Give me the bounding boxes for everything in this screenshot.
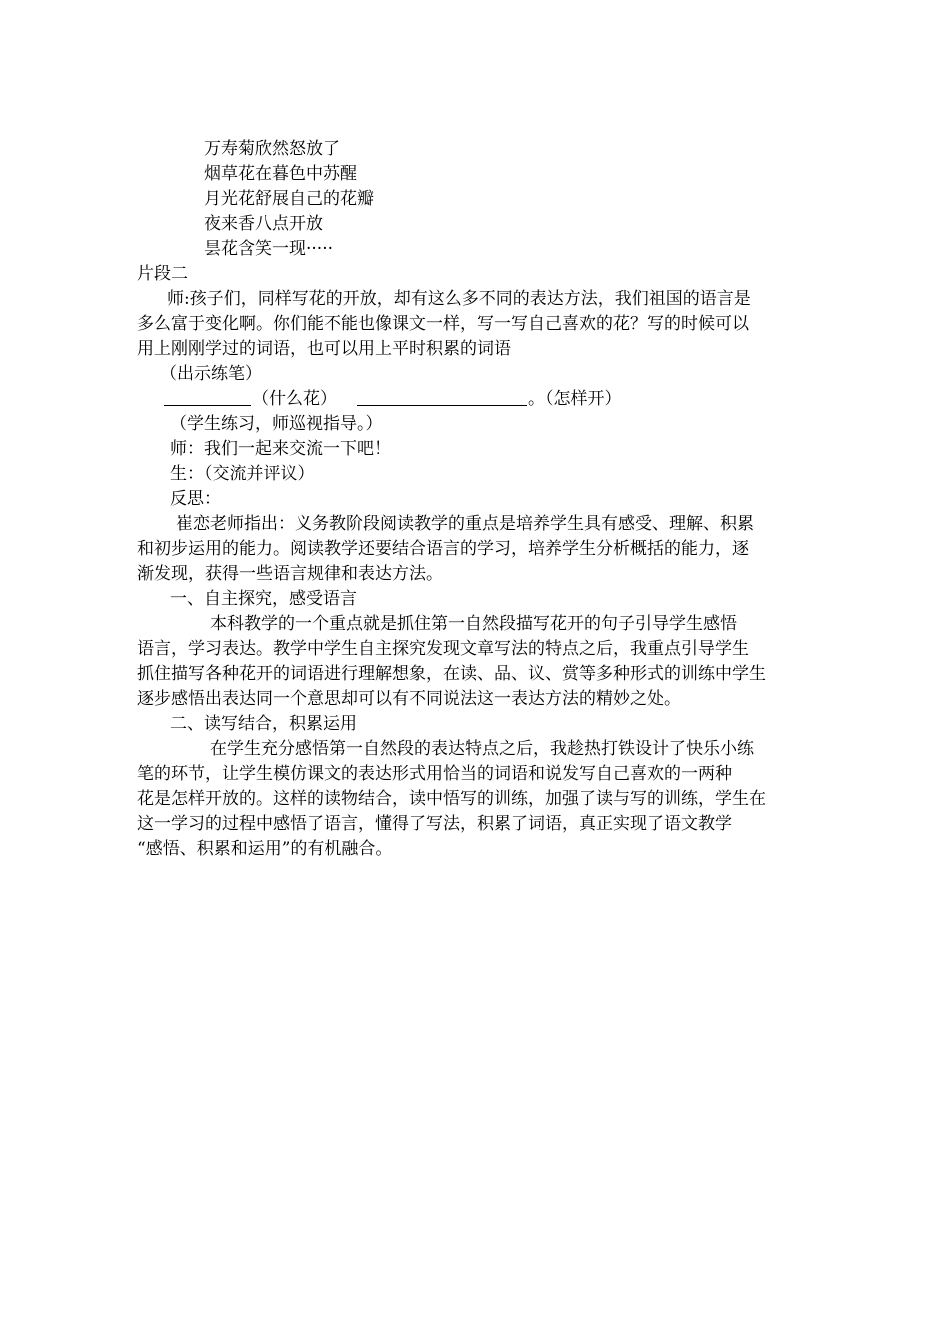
section1-line-3: 抓住描写各种花开的词语进行理解想象，在读、品、议、赏等多种形式的训练中学生: [137, 664, 766, 684]
section2-line-3: 花是怎样开放的。这样的读物结合，读中悟写的训练，加强了读与写的训练，学生在: [137, 789, 766, 809]
teacher-speech-line-1: 师:孩子们，同样写花的开放，却有这么多不同的表达方法，我们祖国的语言是: [167, 289, 751, 309]
teacher-speech-line-3: 用上刚刚学过的词语，也可以用上平时积累的词语: [137, 339, 511, 359]
practice-note: （学生练习，师巡视指导。）: [170, 414, 383, 434]
blank-line-flower: [164, 405, 251, 406]
segment-title: 片段二: [137, 264, 188, 284]
section2-line-5: “感悟、积累和运用”的有机融合。: [137, 839, 393, 859]
section1-line-2: 语言，学习表达。教学中学生自主探究发现文章写法的特点之后，我重点引导学生: [137, 639, 749, 659]
reflection-intro-line-3: 渐发现，获得一些语言规律和表达方法。: [137, 564, 443, 584]
exercise-show: （出示练笔）: [160, 364, 262, 384]
reflection-intro-line-1: 崔恋老师指出：义务教阶段阅读教学的重点是培养学生具有感受、理解、积累: [176, 514, 754, 534]
section1-line-1: 本科教学的一个重点就是抓住第一自然段描写花开的句子引导学生感悟: [210, 614, 737, 634]
section1-heading: 一、自主探究，感受语言: [170, 589, 357, 609]
section2-line-2: 笔的环节，让学生模仿课文的表达形式用恰当的词语和说发写自己喜欢的一两种: [137, 764, 732, 784]
poem-line-3: 月光花舒展自己的花瓣: [204, 189, 374, 209]
exercise-how-open: 。（怎样开）: [528, 389, 622, 409]
teacher-exchange: 师：我们一起来交流一下吧！: [170, 439, 391, 459]
poem-line-1: 万寿菊欣然怒放了: [204, 139, 340, 159]
section2-heading: 二、读写结合，积累运用: [170, 714, 357, 734]
poem-line-5: 昙花含笑一现·····: [204, 239, 334, 259]
student-exchange: 生：（交流并评议）: [170, 464, 315, 484]
section1-line-4: 逐步感悟出表达同一个意思却可以有不同说法这一表达方法的精妙之处。: [137, 689, 681, 709]
poem-line-4: 夜来香八点开放: [204, 214, 323, 234]
exercise-what-flower: （什么花）: [252, 389, 337, 409]
reflection-intro-line-2: 和初步运用的能力。阅读教学还要结合语言的学习，培养学生分析概括的能力，逐: [137, 539, 749, 559]
reflection-title: 反思：: [170, 489, 221, 509]
blank-line-how: [357, 405, 527, 406]
section2-line-1: 在学生充分感悟第一自然段的表达特点之后，我趁热打铁设计了快乐小练: [210, 739, 754, 759]
section2-line-4: 这一学习的过程中感悟了语言，懂得了写法，积累了词语，真正实现了语文教学: [137, 814, 732, 834]
teacher-speech-line-2: 多么富于变化啊。你们能不能也像课文一样，写一写自己喜欢的花？写的时候可以: [137, 314, 749, 334]
poem-line-2: 烟草花在暮色中苏醒: [204, 164, 357, 184]
